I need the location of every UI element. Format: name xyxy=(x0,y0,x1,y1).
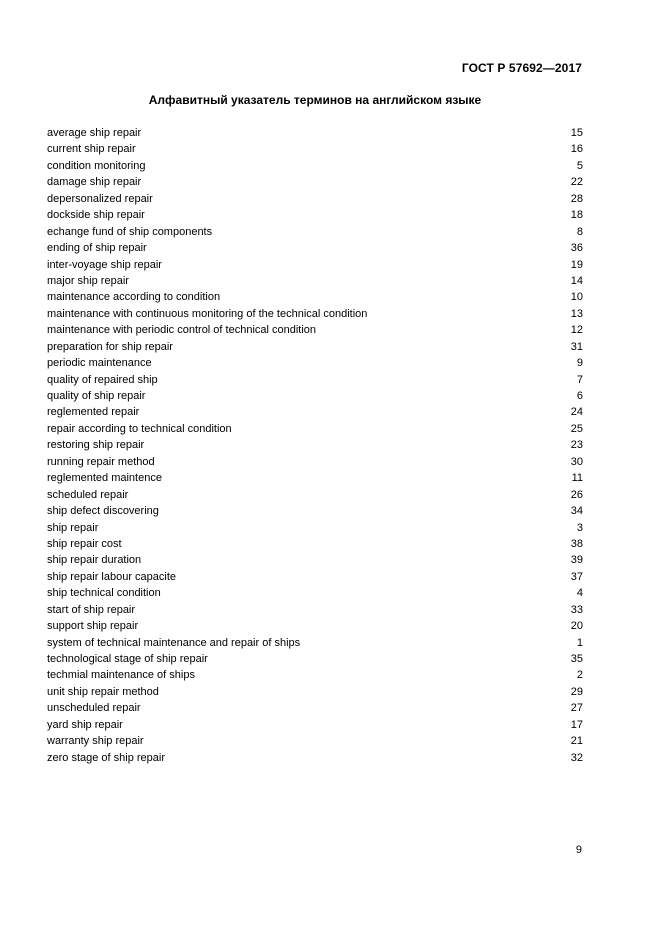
index-term: depersonalized repair xyxy=(47,192,153,205)
index-ref-number: 32 xyxy=(570,751,583,764)
index-ref-number: 39 xyxy=(570,554,583,567)
index-entry xyxy=(47,306,583,322)
index-term: warranty ship repair xyxy=(47,735,144,748)
index-entry xyxy=(47,750,583,766)
index-ref-number: 20 xyxy=(570,620,583,633)
index-entry xyxy=(47,141,583,157)
index-term: ship repair cost xyxy=(47,537,122,550)
index-ref-number: 7 xyxy=(576,373,583,386)
index-term: techmial maintenance of ships xyxy=(47,669,195,682)
index-ref-number: 17 xyxy=(570,718,583,731)
index-ref-number: 19 xyxy=(570,258,583,271)
index-entry xyxy=(47,125,583,141)
index-entry xyxy=(47,388,583,404)
index-entry xyxy=(47,257,583,273)
index-term: current ship repair xyxy=(47,143,136,156)
index-ref-number: 27 xyxy=(570,702,583,715)
index-term: major ship repair xyxy=(47,274,129,287)
index-term: ship repair labour capacite xyxy=(47,570,177,583)
index-entry xyxy=(47,207,583,223)
index-entry xyxy=(47,355,583,371)
index-entry xyxy=(47,191,583,207)
index-ref-number: 10 xyxy=(570,291,583,304)
index-entry xyxy=(47,421,583,437)
index-term: echange fund of ship components xyxy=(47,225,213,238)
index-entry xyxy=(47,684,583,700)
index-term: support ship repair xyxy=(47,620,139,633)
index-entry xyxy=(47,372,583,388)
index-ref-number: 26 xyxy=(570,488,583,501)
index-ref-number: 15 xyxy=(570,127,583,139)
index-term: average ship repair xyxy=(47,127,142,139)
index-term: maintenance according to condition xyxy=(47,291,221,304)
index-ref-number: 14 xyxy=(570,274,583,287)
index-entry xyxy=(47,585,583,601)
index-term: quality of ship repair xyxy=(47,390,146,402)
term-index-list xyxy=(47,125,583,766)
index-ref-number: 33 xyxy=(570,603,583,616)
index-term: maintenance with continuous monitoring of the technical condition xyxy=(47,307,368,320)
index-term: reglemented repair xyxy=(47,406,140,419)
index-ref-number: 24 xyxy=(570,406,583,419)
index-ref-number: 11 xyxy=(571,472,583,485)
index-term: ship repair xyxy=(47,521,99,534)
index-ref-number: 3 xyxy=(576,521,583,534)
index-entry xyxy=(47,667,583,683)
index-entry xyxy=(47,536,583,552)
index-entry xyxy=(47,454,583,470)
index-entry xyxy=(47,569,583,585)
index-ref-number: 28 xyxy=(570,192,583,205)
index-term: quality of repaired ship xyxy=(47,373,158,386)
index-term: damage ship repair xyxy=(47,176,142,189)
index-term: technological stage of ship repair xyxy=(47,653,208,665)
index-ref-number: 36 xyxy=(570,242,583,255)
index-ref-number: 38 xyxy=(570,537,583,550)
index-ref-number: 5 xyxy=(576,159,583,172)
index-entry xyxy=(47,733,583,749)
index-term: ship repair duration xyxy=(47,554,142,567)
index-entry xyxy=(47,174,583,190)
index-entry xyxy=(47,240,583,256)
index-ref-number: 34 xyxy=(570,505,583,518)
index-term: start of ship repair xyxy=(47,603,136,616)
index-entry xyxy=(47,322,583,338)
index-entry xyxy=(47,618,583,634)
index-ref-number: 22 xyxy=(570,176,583,189)
index-term: ending of ship repair xyxy=(47,242,147,255)
index-ref-number: 6 xyxy=(576,390,583,402)
index-ref-number: 25 xyxy=(570,422,583,435)
index-ref-number: 12 xyxy=(570,324,583,337)
index-ref-number: 2 xyxy=(576,669,583,682)
index-term: yard ship repair xyxy=(47,718,123,731)
index-entry xyxy=(47,273,583,289)
index-term: zero stage of ship repair xyxy=(47,751,166,764)
index-ref-number: 8 xyxy=(576,225,583,238)
index-entry xyxy=(47,404,583,420)
index-ref-number: 29 xyxy=(570,685,583,698)
index-term: reglemented maintence xyxy=(47,472,162,485)
index-ref-number: 23 xyxy=(570,439,583,452)
index-term: preparation for ship repair xyxy=(47,340,173,353)
index-entry xyxy=(47,503,583,519)
index-term: running repair method xyxy=(47,455,155,468)
index-ref-number: 21 xyxy=(570,735,583,748)
index-ref-number: 16 xyxy=(570,143,583,156)
page-number: 9 xyxy=(575,844,582,856)
index-ref-number: 37 xyxy=(570,570,583,583)
index-ref-number: 31 xyxy=(570,340,583,353)
index-entry xyxy=(47,717,583,733)
index-term: scheduled repair xyxy=(47,488,129,501)
index-term: ship technical condition xyxy=(47,587,161,600)
index-term: system of technical maintenance and repair of ships xyxy=(47,636,301,649)
index-term: unscheduled repair xyxy=(47,702,141,715)
index-title: Алфавитный указатель терминов на английском языке xyxy=(148,93,482,107)
index-term: repair according to technical condition xyxy=(47,422,232,435)
index-entry xyxy=(47,487,583,503)
index-ref-number: 9 xyxy=(576,357,583,370)
index-ref-number: 4 xyxy=(576,587,583,600)
index-term: periodic maintenance xyxy=(47,357,152,370)
index-term: dockside ship repair xyxy=(47,209,145,222)
index-ref-number: 1 xyxy=(576,636,583,649)
index-entry xyxy=(47,437,583,453)
index-term: unit ship repair method xyxy=(47,685,159,698)
index-ref-number: 30 xyxy=(570,455,583,468)
index-ref-number: 18 xyxy=(570,209,583,222)
index-term: ship defect discovering xyxy=(47,505,159,518)
index-term: maintenance with periodic control of technical condition xyxy=(47,324,317,337)
index-entry xyxy=(47,520,583,536)
index-term: inter-voyage ship repair xyxy=(47,258,162,271)
index-ref-number: 13 xyxy=(570,307,583,320)
index-entry xyxy=(47,635,583,651)
index-entry xyxy=(47,602,583,618)
index-term: restoring ship repair xyxy=(47,439,145,452)
document-code: ГОСТ Р 57692—2017 xyxy=(461,61,582,75)
index-term: condition monitoring xyxy=(47,159,146,172)
index-entry xyxy=(47,224,583,240)
index-entry xyxy=(47,339,583,355)
index-entry xyxy=(47,700,583,716)
index-entry xyxy=(47,651,583,667)
index-entry xyxy=(47,158,583,174)
index-ref-number: 35 xyxy=(570,653,583,665)
index-entry xyxy=(47,552,583,568)
index-entry xyxy=(47,470,583,486)
index-entry xyxy=(47,289,583,305)
